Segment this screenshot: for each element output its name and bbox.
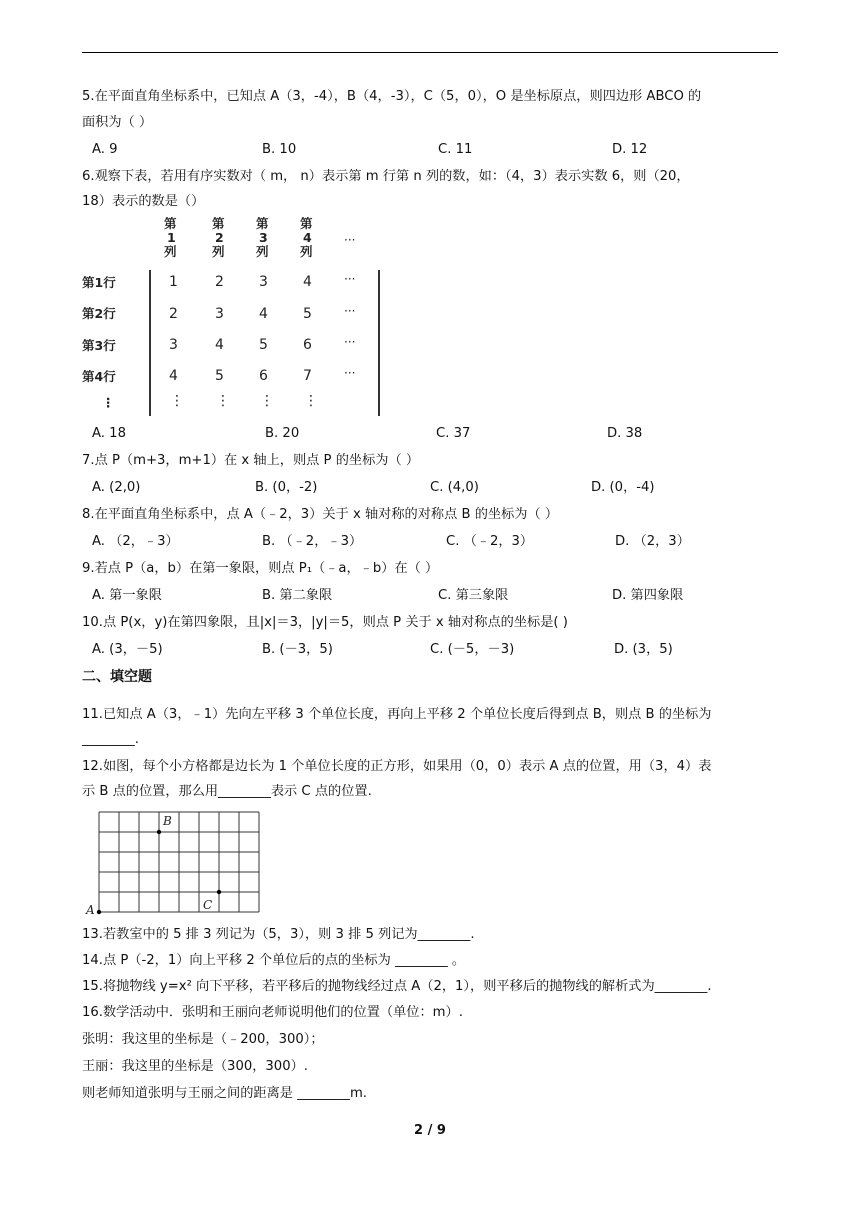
point-c xyxy=(217,890,221,894)
point-a xyxy=(97,910,101,914)
col-header-1: 第 1 列 xyxy=(164,216,177,259)
q6-line2: 18）表示的数是（） xyxy=(82,194,205,209)
q8-option-a: A. （2，﹣3） xyxy=(92,534,179,549)
q5-option-a: A. 9 xyxy=(92,142,118,157)
cell-r3-c3: 5 xyxy=(259,337,268,353)
cell-r2-c4: 5 xyxy=(303,306,312,322)
row-label-vdots: ⋮ xyxy=(102,395,115,410)
q9-option-c: C. 第三象限 xyxy=(438,588,509,603)
q11-line1: 11.已知点 A（3，﹣1）先向左平移 3 个单位长度，再向上平移 2 个单位长度后得到点 B，则点 B 的坐标为 xyxy=(82,707,712,722)
page-number: 2 / 9 xyxy=(414,1123,446,1138)
q6-line1: 6.观察下表，若用有序实数对（ m， n）表示第 m 行第 n 列的数，如：（4，3）表示实数 6，则（20， xyxy=(82,169,690,184)
grid-lines xyxy=(99,812,259,912)
row-label-2: 第2行 xyxy=(82,306,116,321)
col-header-2: 第 2 列 xyxy=(212,216,225,259)
q9-line1: 9.若点 P（a，b）在第一象限，则点 P₁（﹣a，﹣b）在（ ） xyxy=(82,561,439,576)
q7-option-c: C. (4,0) xyxy=(430,480,479,495)
q6-option-b: B. 20 xyxy=(265,426,300,441)
cell-r3-c1: 3 xyxy=(169,337,178,353)
cell-r1-c4: 4 xyxy=(303,274,312,290)
cell-r1-ellipsis: ··· xyxy=(344,272,356,286)
q9-option-b: B. 第二象限 xyxy=(262,588,333,603)
cell-r4-c4: 7 xyxy=(303,368,312,384)
q9-option-d: D. 第四象限 xyxy=(612,588,684,603)
q7-option-b: B. (0，-2) xyxy=(255,480,318,495)
q9-option-a: A. 第一象限 xyxy=(92,588,162,603)
cell-r1-c2: 2 xyxy=(215,274,224,290)
q8-option-d: D. （2，3） xyxy=(615,534,690,549)
row-label-1: 第1行 xyxy=(82,275,116,290)
q7-option-a: A. (2,0) xyxy=(92,480,141,495)
q16-line1: 16.数学活动中．张明和王丽向老师说明他们的位置（单位：m）. xyxy=(82,1005,463,1020)
q7-line1: 7.点 P（m+3，m+1）在 x 轴上，则点 P 的坐标为（ ） xyxy=(82,453,420,468)
cell-r5-c4: ⋮ xyxy=(304,393,318,409)
col-header-4: 第 4 列 xyxy=(300,216,313,259)
q10-option-b: B. (－3，5) xyxy=(262,642,333,657)
q6-number-table xyxy=(82,213,384,418)
q10-line1: 10.点 P(x，y)在第四象限，且|x|＝3，|y|＝5，则点 P 关于 x 轴对称点的坐标是( ) xyxy=(82,615,568,630)
table-left-bar xyxy=(149,270,151,416)
q12-line2: 示 B 点的位置，那么用________表示 C 点的位置. xyxy=(82,784,372,799)
q8-option-c: C. （﹣2，3） xyxy=(446,534,534,549)
q6-option-d: D. 38 xyxy=(607,426,643,441)
q13-line1: 13.若教室中的 5 排 3 列记为（5，3），则 3 排 5 列记为________. xyxy=(82,927,475,942)
col-header-3: 第 3 列 xyxy=(256,216,269,259)
q5-line2: 面积为（ ） xyxy=(82,115,153,130)
q11-line2: ________. xyxy=(82,732,139,747)
cell-r2-c1: 2 xyxy=(169,306,178,322)
cell-r1-c1: 1 xyxy=(169,274,178,290)
row-label-3: 第3行 xyxy=(82,338,116,353)
cell-r2-ellipsis: ··· xyxy=(344,304,356,318)
cell-r4-c1: 4 xyxy=(169,368,178,384)
cell-r4-c2: 5 xyxy=(215,368,224,384)
table-right-bar xyxy=(378,270,380,416)
q5-line1: 5.在平面直角坐标系中，已知点 A（3，-4），B（4，-3），C（5，0），O 是坐标原点，则四边形 ABCO 的 xyxy=(82,89,702,104)
q16-line2: 张明：我这里的坐标是（﹣200，300）； xyxy=(82,1032,324,1047)
label-b: B xyxy=(163,814,172,828)
cell-r5-c1: ⋮ xyxy=(170,393,184,409)
cell-r2-c2: 3 xyxy=(215,306,224,322)
cell-r3-c2: 4 xyxy=(215,337,224,353)
q15-line1: 15.将抛物线 y=x² 向下平移，若平移后的抛物线经过点 A（2，1），则平移后的抛物线的解析式为________. xyxy=(82,979,712,994)
q12-line1: 12.如图，每个小方格都是边长为 1 个单位长度的正方形，如果用（0，0）表示 A 点的位置，用（3，4）表 xyxy=(82,759,712,774)
cell-r5-c2: ⋮ xyxy=(216,393,230,409)
cell-r3-ellipsis: ··· xyxy=(344,335,356,349)
point-b xyxy=(157,830,161,834)
q6-option-a: A. 18 xyxy=(92,426,126,441)
q5-option-d: D. 12 xyxy=(612,142,648,157)
q14-line1: 14.点 P（-2，1）向上平移 2 个单位后的点的坐标为 ________ 。 xyxy=(82,953,466,968)
cell-r3-c4: 6 xyxy=(303,337,312,353)
header-rule xyxy=(82,52,778,53)
cell-r5-c3: ⋮ xyxy=(260,393,274,409)
section-heading-fill-in: 二、填空题 xyxy=(82,669,152,685)
q10-option-c: C. (－5，－3) xyxy=(430,642,515,657)
q10-option-d: D. (3，5) xyxy=(614,642,673,657)
label-c: C xyxy=(203,898,213,912)
q16-line3: 王丽：我这里的坐标是（300，300）. xyxy=(82,1059,308,1074)
q12-grid-figure xyxy=(82,808,262,916)
label-a: A xyxy=(86,903,95,916)
q8-option-b: B. （﹣2，﹣3） xyxy=(262,534,363,549)
q10-option-a: A. (3，－5) xyxy=(92,642,163,657)
q16-line4: 则老师知道张明与王丽之间的距离是 ________m. xyxy=(82,1086,367,1101)
cell-r4-ellipsis: ··· xyxy=(344,366,356,380)
cell-r2-c3: 4 xyxy=(259,306,268,322)
cell-r1-c3: 3 xyxy=(259,274,268,290)
q7-option-d: D. (0，-4) xyxy=(591,480,655,495)
col-header-ellipsis: ··· xyxy=(344,233,356,247)
cell-r4-c3: 6 xyxy=(259,368,268,384)
q5-option-b: B. 10 xyxy=(262,142,297,157)
q5-option-c: C. 11 xyxy=(438,142,473,157)
q6-option-c: C. 37 xyxy=(436,426,471,441)
q8-line1: 8.在平面直角坐标系中，点 A（﹣2，3）关于 x 轴对称的对称点 B 的坐标为（ ） xyxy=(82,507,559,522)
row-label-4: 第4行 xyxy=(82,369,116,384)
